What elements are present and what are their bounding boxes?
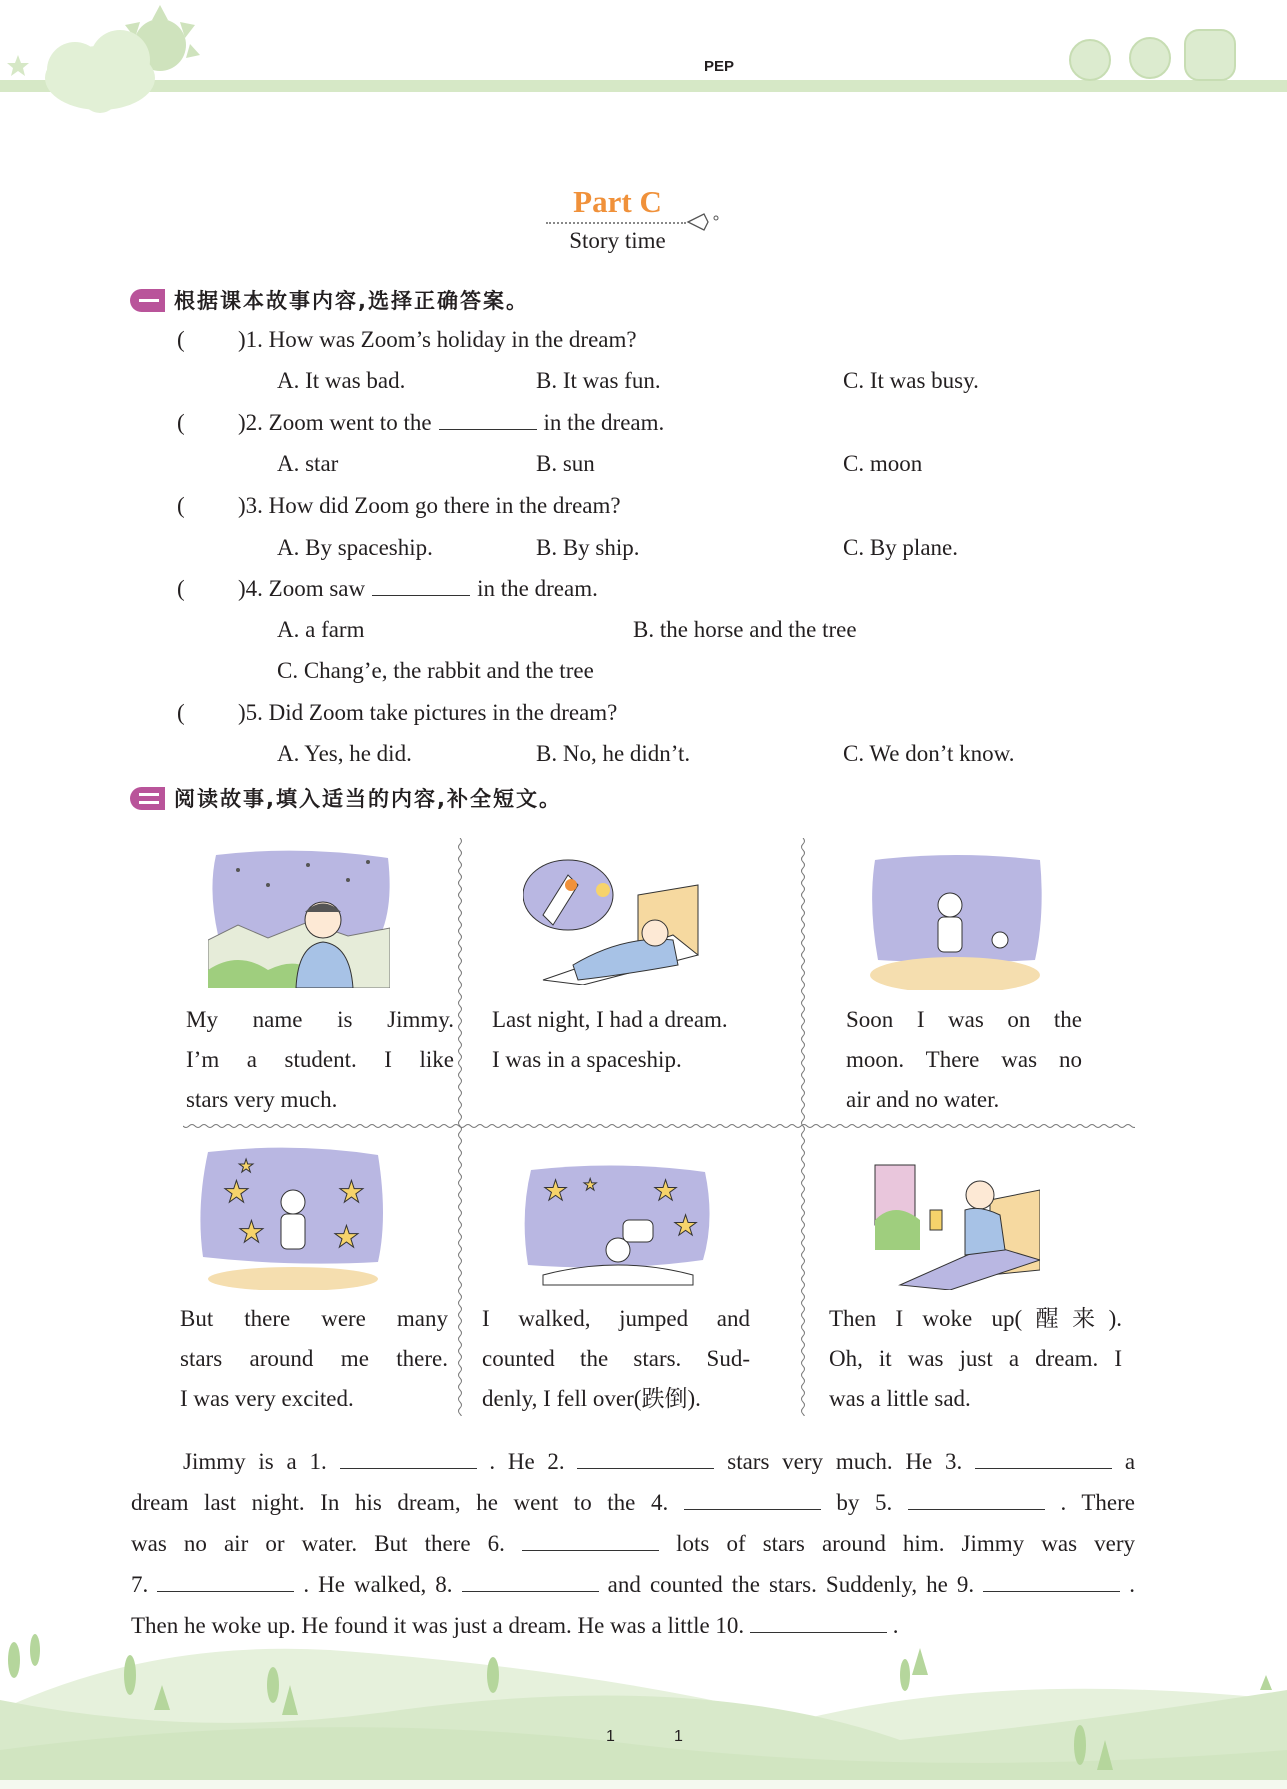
panel-line: I was very excited. [180, 1386, 354, 1411]
story-image-fell-over [523, 1160, 713, 1290]
paragraph-text: Then he woke up. He found it was just a dream. He was a little 10. [131, 1613, 745, 1638]
section-number-badge [130, 787, 165, 810]
answer-blank[interactable] [157, 1571, 294, 1592]
option-c[interactable]: C. It was busy. [843, 368, 979, 393]
cloud-icon [45, 30, 155, 113]
paragraph-text: . [892, 1613, 899, 1638]
story-panel-6 [829, 1299, 1122, 1419]
story-image-stars-around [198, 1147, 386, 1290]
panel-line: Oh, it was just a dream. I [829, 1346, 1122, 1371]
panel-line: Then I woke up(醒来). [829, 1306, 1122, 1331]
story-image-woke-up [870, 1160, 1040, 1290]
question-text: )1. How was Zoom’s holiday in the dream? [238, 327, 637, 352]
question-text: )4. Zoom saw [238, 576, 366, 601]
question-text-after: in the dream. [477, 576, 598, 601]
story-image-moon [870, 855, 1042, 990]
answer-paren[interactable]: ( [177, 700, 185, 725]
story-image-dream-bed [523, 855, 703, 985]
answer-blank[interactable] [750, 1612, 887, 1633]
panel-line: My name is Jimmy. [186, 1007, 454, 1032]
paragraph-text: . [1129, 1572, 1136, 1597]
section2-heading [130, 783, 562, 813]
option-c[interactable]: C. We don’t know. [843, 741, 1015, 766]
panel-line: I’m a student. I like [186, 1047, 454, 1072]
panel-line: moon. There was no [846, 1047, 1082, 1072]
answer-blank[interactable] [577, 1448, 714, 1469]
paragraph-text: . He walked, 8. [303, 1572, 453, 1597]
panel-line: stars very much. [186, 1087, 338, 1112]
svg-text:★: ★ [223, 1175, 250, 1210]
answer-paren[interactable]: ( [177, 576, 185, 601]
paragraph-text: a [1124, 1449, 1136, 1474]
panel-line: denly, I fell over(跌倒). [482, 1386, 701, 1411]
option-a[interactable]: A. It was bad. [277, 368, 406, 393]
paragraph-text: . There [1060, 1490, 1136, 1515]
answer-blank[interactable] [908, 1489, 1045, 1510]
option-c[interactable]: C. Chang’e, the rabbit and the tree [277, 658, 594, 683]
svg-text:★: ★ [238, 1215, 265, 1250]
section1-instruction: 根据课本故事内容,选择正确答案。 [174, 289, 529, 313]
option-b[interactable]: B. sun [536, 451, 595, 476]
story-panel-2 [492, 1000, 760, 1080]
paragraph-line [183, 1448, 1135, 1478]
animal-faces-icon [1070, 30, 1235, 80]
paragraph-text: dream last night. In his dream, he went to the 4. [131, 1490, 669, 1515]
panel-line: I was in a spaceship. [492, 1047, 682, 1072]
section1-heading [130, 285, 529, 315]
option-a[interactable]: A. star [277, 451, 339, 476]
page-number-right: 1 [674, 1728, 683, 1745]
question-text: )5. Did Zoom take pictures in the dream? [238, 700, 618, 725]
paragraph-text: Jimmy is a 1. [183, 1449, 327, 1474]
panel-line: counted the stars. Sud- [482, 1346, 750, 1371]
question-text: )2. Zoom went to the [238, 410, 432, 435]
footer-hills [0, 1630, 1287, 1789]
story-panel-4 [180, 1299, 448, 1419]
title-divider [546, 222, 686, 224]
panel-line: I walked, jumped and [482, 1306, 750, 1331]
paragraph-line [131, 1612, 1135, 1642]
part-subtitle: Story time [569, 228, 666, 253]
answer-blank[interactable] [983, 1571, 1120, 1592]
paragraph-text: and counted the stars. Suddenly, he 9. [607, 1572, 975, 1597]
question-blank [372, 577, 470, 596]
panel-line: was a little sad. [829, 1386, 971, 1411]
answer-blank[interactable] [340, 1448, 477, 1469]
story-panel-5 [482, 1299, 750, 1419]
paragraph-text: lots of stars around him. Jimmy was very [676, 1531, 1136, 1556]
answer-blank[interactable] [684, 1489, 821, 1510]
svg-text:★: ★ [543, 1174, 569, 1207]
paragraph-text: 7. [131, 1572, 149, 1597]
option-a[interactable]: A. By spaceship. [277, 535, 433, 560]
question-text: )3. How did Zoom go there in the dream? [238, 493, 621, 518]
page-number-left: 1 [606, 1728, 615, 1745]
panel-line: Soon I was on the [846, 1007, 1082, 1032]
story-panel-3 [846, 1000, 1082, 1120]
panel-line: But there were many [180, 1306, 448, 1331]
svg-text:★: ★ [653, 1174, 679, 1207]
paragraph-line [131, 1489, 1135, 1519]
option-c[interactable]: C. By plane. [843, 535, 958, 560]
panel-divider-horizontal [183, 1122, 1135, 1130]
svg-text:★: ★ [583, 1175, 598, 1194]
panel-line: stars around me there. [180, 1346, 448, 1371]
svg-text:★: ★ [238, 1156, 255, 1177]
answer-blank[interactable] [462, 1571, 599, 1592]
header-decoration [0, 0, 1287, 120]
option-b[interactable]: B. It was fun. [536, 368, 661, 393]
question-text-after: in the dream. [543, 410, 665, 435]
option-a[interactable]: A. Yes, he did. [277, 741, 412, 766]
option-a[interactable]: A. a farm [277, 617, 365, 642]
panel-line: air and no water. [846, 1087, 1000, 1112]
story-panel-1 [186, 1000, 454, 1120]
section2-instruction: 阅读故事,填入适当的内容,补全短文。 [174, 787, 562, 811]
answer-paren[interactable]: ( [177, 493, 185, 518]
story-image-jimmy-stars [208, 850, 390, 988]
panel-line: Last night, I had a dream. [492, 1007, 728, 1032]
paragraph-text: by 5. [836, 1490, 893, 1515]
header-band [0, 80, 1287, 92]
paragraph-text: was no air or water. But there 6. [131, 1531, 505, 1556]
answer-paren[interactable]: ( [177, 327, 185, 352]
series-label: PEP [704, 58, 735, 75]
option-b[interactable]: B. the horse and the tree [633, 617, 857, 642]
question-blank [439, 411, 537, 430]
paragraph-line [131, 1530, 1135, 1560]
paragraph-text: stars very much. He 3. [727, 1449, 963, 1474]
answer-blank[interactable] [975, 1448, 1112, 1469]
option-c[interactable]: C. moon [843, 451, 923, 476]
svg-text:★: ★ [333, 1220, 360, 1255]
paragraph-line [131, 1571, 1135, 1601]
paragraph-text: . He 2. [489, 1449, 565, 1474]
section-number-badge [130, 289, 165, 312]
svg-text:★: ★ [338, 1175, 365, 1210]
star-icon [7, 55, 29, 76]
option-b[interactable]: B. By ship. [536, 535, 640, 560]
option-b[interactable]: B. No, he didn’t. [536, 741, 691, 766]
answer-blank[interactable] [522, 1530, 659, 1551]
part-title: Part C [573, 184, 662, 219]
answer-paren[interactable]: ( [177, 410, 185, 435]
svg-text:★: ★ [673, 1209, 699, 1242]
